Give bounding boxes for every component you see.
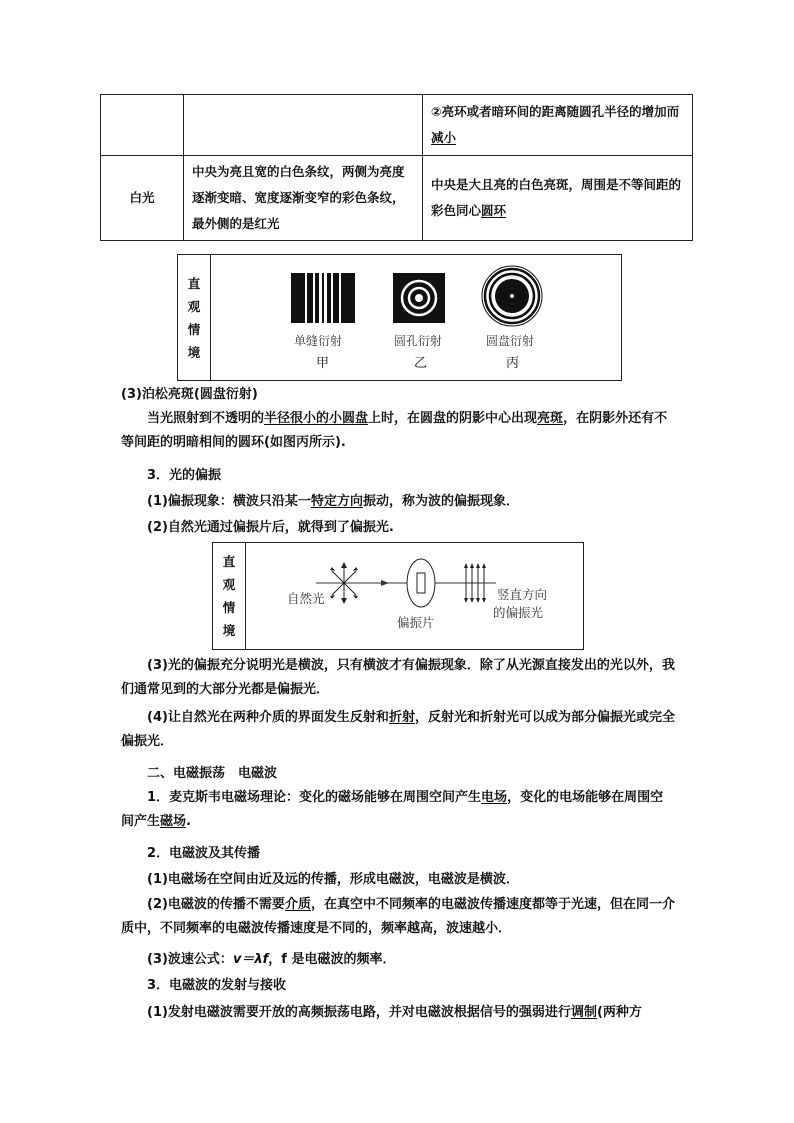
- polarization-item-4: (4)让自然光在两种介质的界面发生反射和折射，反射光和折射光可以成为部分偏振光或完全偏振光．: [121, 710, 675, 749]
- section-poisson-title: (3)泊松亮斑(圆盘衍射): [121, 387, 258, 402]
- cell-underlined-text: 减小: [431, 130, 457, 145]
- label-natural-light: 自然光: [287, 591, 325, 606]
- polarization-item-2: (2)自然光通过偏振片后，就得到了偏振光.: [147, 520, 394, 535]
- em-item-2-2: (2)电磁波的传播不需要介质，在真空中不同频率的电磁波传播速度都等于光速，但在同一介质中，不同频率的电磁波传播速度是不同的，频率越高，波速越小．: [121, 897, 675, 936]
- table-row: [101, 156, 693, 241]
- section-polarization-title: 3．光的偏振: [147, 468, 222, 483]
- diffraction-figure: [177, 254, 622, 381]
- comparison-table: [100, 94, 693, 241]
- em-item-1: 1．麦克斯韦电磁场理论：变化的磁场能够在周围空间产生电场，变化的电场能够在周围空间产生磁场.: [121, 790, 664, 829]
- em-item-3-1: (1)发射电磁波需要开放的高频振荡电路，并对电磁波根据信号的强弱进行调制(两种方: [147, 1005, 642, 1020]
- cell-text: 中央是大且亮的白色亮斑，周围是不等间距的彩色同心: [431, 177, 682, 218]
- section-heading-em: 二、电磁振荡 电磁波: [147, 766, 278, 781]
- table-cell: [101, 95, 184, 156]
- em-item-2-3: (3)波速公式：v＝λf，f 是电磁波的频率．: [147, 952, 396, 967]
- table-cell: [184, 95, 423, 156]
- em-item-2-title: 2．电磁波及其传播: [147, 846, 261, 861]
- label-single-slit-sub: 甲: [316, 356, 330, 371]
- figure-side-label: 直 观 情 境: [178, 255, 211, 380]
- polarization-item-3: (3)光的偏振充分说明光是横波，只有横波才有偏振现象．除了从光源直接发出的光以外，我们通常见到的大部分光都是偏振光．: [121, 658, 675, 697]
- table-cell: [423, 156, 693, 241]
- cell-text: ②亮环或者暗环间的距离随圆孔半径的增加而: [431, 104, 680, 119]
- label-result-1: 竖直方向: [497, 587, 548, 602]
- circular-hole-pattern: [393, 273, 445, 323]
- poisson-paragraph: 当光照射到不透明的半径很小的小圆盘上时，在圆盘的阴影中心出现亮斑，在阴影外还有不等间距的明暗相间的圆环(如图丙所示).: [121, 411, 668, 450]
- polarization-figure: [212, 542, 584, 650]
- table-row: [101, 95, 693, 156]
- em-item-3-title: 3．电磁波的发射与接收: [147, 978, 287, 993]
- label-polarizer: 偏振片: [397, 615, 435, 630]
- figure-side-label: 直 观 情 境: [213, 543, 246, 649]
- polarization-item-1: (1)偏振现象：横波只沿某一特定方向振动，称为波的偏振现象．: [147, 494, 519, 509]
- table-cell-white-light: 白光: [101, 156, 184, 241]
- em-item-2-1: (1)电磁场在空间由近及远的传播，形成电磁波，电磁波是横波．: [147, 872, 519, 887]
- circular-disk-pattern: [481, 265, 543, 327]
- table-cell: [423, 95, 693, 156]
- label-circular-disk-sub: 丙: [506, 356, 520, 371]
- label-circular-hole: 圆孔衍射: [394, 334, 443, 348]
- single-slit-pattern: [291, 273, 355, 323]
- label-circular-hole-sub: 乙: [414, 356, 428, 371]
- label-circular-disk: 圆盘衍射: [486, 334, 535, 348]
- label-result-2: 的偏振光: [493, 605, 544, 620]
- cell-underlined-text: 圆环: [481, 203, 507, 218]
- table-cell: 中央为亮且宽的白色条纹，两侧为亮度逐渐变暗、宽度逐渐变窄的彩色条纹，最外侧的是红光: [184, 156, 423, 241]
- label-single-slit: 单缝衍射: [294, 334, 343, 348]
